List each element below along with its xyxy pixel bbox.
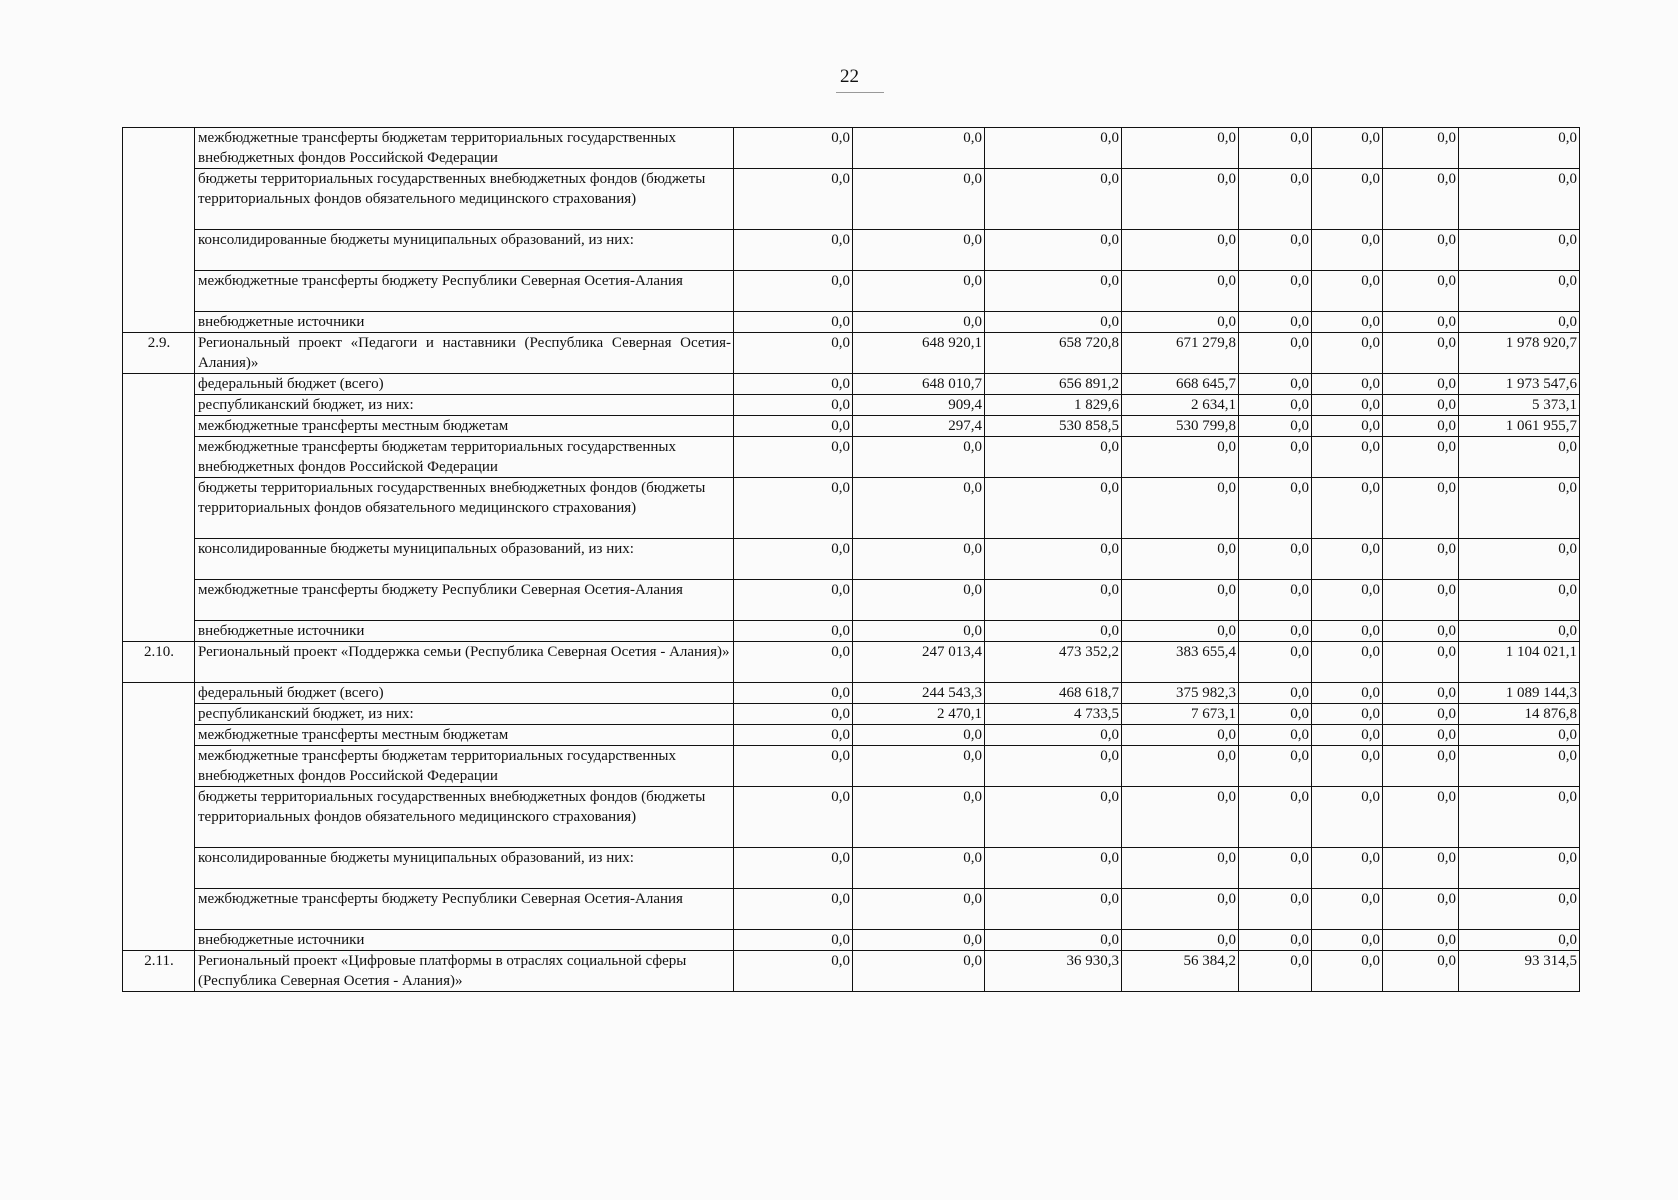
table-row — [123, 169, 1580, 230]
value-cell: 5 373,1 — [1459, 395, 1580, 416]
value-cell: 0,0 — [1239, 539, 1312, 580]
value-cell: 0,0 — [1459, 787, 1580, 848]
value-cell: 0,0 — [1459, 725, 1580, 746]
value-cell: 0,0 — [1383, 746, 1459, 787]
value-cell: 0,0 — [1312, 395, 1383, 416]
row-label: республиканский бюджет, из них: — [195, 704, 734, 725]
value-cell: 0,0 — [1312, 271, 1383, 312]
row-code — [123, 683, 195, 951]
value-cell: 0,0 — [985, 128, 1122, 169]
value-cell: 0,0 — [1239, 271, 1312, 312]
table-row — [123, 230, 1580, 271]
table-row — [123, 312, 1580, 333]
value-cell: 0,0 — [734, 951, 853, 992]
table-row — [123, 128, 1580, 169]
value-cell: 0,0 — [1122, 478, 1239, 539]
value-cell: 530 799,8 — [1122, 416, 1239, 437]
value-cell: 0,0 — [853, 725, 985, 746]
value-cell: 468 618,7 — [985, 683, 1122, 704]
value-cell: 0,0 — [1312, 230, 1383, 271]
value-cell: 0,0 — [734, 746, 853, 787]
value-cell: 0,0 — [853, 746, 985, 787]
value-cell: 0,0 — [734, 374, 853, 395]
row-code: 2.10. — [123, 642, 195, 683]
value-cell: 0,0 — [1459, 271, 1580, 312]
table-row — [123, 437, 1580, 478]
value-cell: 0,0 — [1312, 725, 1383, 746]
value-cell: 36 930,3 — [985, 951, 1122, 992]
table-row — [123, 271, 1580, 312]
value-cell: 0,0 — [1239, 746, 1312, 787]
value-cell: 0,0 — [1459, 478, 1580, 539]
value-cell: 0,0 — [734, 333, 853, 374]
value-cell: 0,0 — [1239, 395, 1312, 416]
row-code: 2.11. — [123, 951, 195, 992]
row-label: Региональный проект «Педагоги и наставники (Республика Северная Осетия-Алания)» — [195, 333, 734, 374]
value-cell: 0,0 — [734, 128, 853, 169]
value-cell: 0,0 — [985, 271, 1122, 312]
value-cell: 0,0 — [1459, 169, 1580, 230]
row-label: Региональный проект «Поддержка семьи (Республика Северная Осетия - Алания)» — [195, 642, 734, 683]
value-cell: 0,0 — [853, 478, 985, 539]
value-cell: 2 634,1 — [1122, 395, 1239, 416]
value-cell: 671 279,8 — [1122, 333, 1239, 374]
value-cell: 0,0 — [985, 478, 1122, 539]
value-cell: 0,0 — [1312, 848, 1383, 889]
value-cell: 1 978 920,7 — [1459, 333, 1580, 374]
table-row — [123, 930, 1580, 951]
page-number: 22 — [840, 66, 859, 87]
table-row — [123, 787, 1580, 848]
value-cell: 909,4 — [853, 395, 985, 416]
row-label: Региональный проект «Цифровые платформы в отраслях социальной сферы (Республика Северная Осетия - Алания)» — [195, 951, 734, 992]
value-cell: 656 891,2 — [985, 374, 1122, 395]
value-cell: 0,0 — [853, 230, 985, 271]
value-cell: 0,0 — [734, 478, 853, 539]
value-cell: 0,0 — [734, 621, 853, 642]
value-cell: 0,0 — [1239, 951, 1312, 992]
value-cell: 0,0 — [1312, 683, 1383, 704]
value-cell: 0,0 — [1383, 704, 1459, 725]
value-cell: 0,0 — [1122, 271, 1239, 312]
value-cell: 297,4 — [853, 416, 985, 437]
row-label: бюджеты территориальных государственных внебюджетных фондов (бюджеты территориальных фондов обязательного медицинского страхования) — [195, 169, 734, 230]
page-number-underline — [836, 92, 884, 93]
value-cell: 0,0 — [1239, 848, 1312, 889]
value-cell: 0,0 — [734, 539, 853, 580]
value-cell: 0,0 — [1312, 580, 1383, 621]
value-cell: 0,0 — [1459, 580, 1580, 621]
value-cell: 0,0 — [1383, 539, 1459, 580]
value-cell: 0,0 — [985, 312, 1122, 333]
value-cell: 0,0 — [1383, 416, 1459, 437]
table-row — [123, 889, 1580, 930]
value-cell: 0,0 — [1312, 889, 1383, 930]
value-cell: 0,0 — [1122, 128, 1239, 169]
table-row — [123, 580, 1580, 621]
value-cell: 0,0 — [1383, 787, 1459, 848]
value-cell: 0,0 — [1239, 437, 1312, 478]
value-cell: 0,0 — [1239, 128, 1312, 169]
value-cell: 648 920,1 — [853, 333, 985, 374]
value-cell: 0,0 — [1312, 642, 1383, 683]
value-cell: 0,0 — [1239, 704, 1312, 725]
value-cell: 247 013,4 — [853, 642, 985, 683]
value-cell: 0,0 — [734, 580, 853, 621]
value-cell: 0,0 — [734, 889, 853, 930]
value-cell: 0,0 — [1383, 333, 1459, 374]
value-cell: 0,0 — [1312, 312, 1383, 333]
table-row — [123, 539, 1580, 580]
value-cell: 0,0 — [1239, 416, 1312, 437]
table-row — [123, 848, 1580, 889]
value-cell: 0,0 — [1383, 725, 1459, 746]
value-cell: 0,0 — [1312, 333, 1383, 374]
table-row — [123, 746, 1580, 787]
row-label: внебюджетные источники — [195, 312, 734, 333]
value-cell: 0,0 — [734, 787, 853, 848]
value-cell: 0,0 — [1383, 621, 1459, 642]
value-cell: 56 384,2 — [1122, 951, 1239, 992]
value-cell: 0,0 — [734, 230, 853, 271]
value-cell: 0,0 — [1312, 787, 1383, 848]
value-cell: 0,0 — [1312, 746, 1383, 787]
value-cell: 383 655,4 — [1122, 642, 1239, 683]
value-cell: 0,0 — [1383, 271, 1459, 312]
value-cell: 0,0 — [1383, 683, 1459, 704]
value-cell: 0,0 — [1459, 230, 1580, 271]
value-cell: 0,0 — [734, 725, 853, 746]
value-cell: 0,0 — [853, 787, 985, 848]
value-cell: 0,0 — [1459, 437, 1580, 478]
value-cell: 1 973 547,6 — [1459, 374, 1580, 395]
value-cell: 0,0 — [1383, 478, 1459, 539]
table-row — [123, 416, 1580, 437]
value-cell: 0,0 — [1383, 374, 1459, 395]
value-cell: 0,0 — [1122, 889, 1239, 930]
value-cell: 0,0 — [853, 848, 985, 889]
row-label: федеральный бюджет (всего) — [195, 374, 734, 395]
value-cell: 0,0 — [985, 848, 1122, 889]
row-label: внебюджетные источники — [195, 930, 734, 951]
value-cell: 0,0 — [985, 580, 1122, 621]
value-cell: 244 543,3 — [853, 683, 985, 704]
value-cell: 0,0 — [1312, 621, 1383, 642]
value-cell: 0,0 — [985, 539, 1122, 580]
value-cell: 0,0 — [1459, 539, 1580, 580]
value-cell: 0,0 — [853, 621, 985, 642]
row-label: межбюджетные трансферты местным бюджетам — [195, 416, 734, 437]
value-cell: 0,0 — [1383, 930, 1459, 951]
value-cell: 0,0 — [1239, 169, 1312, 230]
value-cell: 0,0 — [1459, 930, 1580, 951]
value-cell: 0,0 — [1383, 642, 1459, 683]
value-cell: 0,0 — [985, 787, 1122, 848]
value-cell: 0,0 — [1383, 230, 1459, 271]
value-cell: 0,0 — [853, 437, 985, 478]
row-label: бюджеты территориальных государственных внебюджетных фондов (бюджеты территориальных фондов обязательного медицинского страхования) — [195, 787, 734, 848]
row-label: межбюджетные трансферты бюджету Республики Северная Осетия-Алания — [195, 580, 734, 621]
value-cell: 0,0 — [1459, 889, 1580, 930]
value-cell: 375 982,3 — [1122, 683, 1239, 704]
value-cell: 0,0 — [1312, 704, 1383, 725]
row-label: межбюджетные трансферты бюджетам территориальных государственных внебюджетных фондов Российской Федерации — [195, 746, 734, 787]
row-label: межбюджетные трансферты бюджетам территориальных государственных внебюджетных фондов Российской Федерации — [195, 437, 734, 478]
row-label: межбюджетные трансферты бюджету Республики Северная Осетия-Алания — [195, 271, 734, 312]
value-cell: 0,0 — [1122, 437, 1239, 478]
value-cell: 0,0 — [1383, 437, 1459, 478]
value-cell: 0,0 — [985, 930, 1122, 951]
value-cell: 0,0 — [853, 271, 985, 312]
value-cell: 0,0 — [734, 930, 853, 951]
value-cell: 7 673,1 — [1122, 704, 1239, 725]
table-row — [123, 374, 1580, 395]
budget-table — [122, 127, 1580, 992]
value-cell: 473 352,2 — [985, 642, 1122, 683]
value-cell: 0,0 — [1383, 889, 1459, 930]
value-cell: 0,0 — [853, 930, 985, 951]
value-cell: 0,0 — [1122, 787, 1239, 848]
value-cell: 0,0 — [1122, 539, 1239, 580]
table-row — [123, 621, 1580, 642]
table-row — [123, 683, 1580, 704]
value-cell: 0,0 — [1122, 621, 1239, 642]
table-row — [123, 478, 1580, 539]
value-cell: 0,0 — [734, 271, 853, 312]
value-cell: 0,0 — [1459, 746, 1580, 787]
value-cell: 0,0 — [853, 580, 985, 621]
value-cell: 0,0 — [1239, 478, 1312, 539]
value-cell: 0,0 — [1312, 539, 1383, 580]
value-cell: 0,0 — [1459, 848, 1580, 889]
value-cell: 0,0 — [1239, 374, 1312, 395]
value-cell: 1 104 021,1 — [1459, 642, 1580, 683]
value-cell: 0,0 — [1239, 683, 1312, 704]
value-cell: 0,0 — [1239, 230, 1312, 271]
value-cell: 0,0 — [1312, 128, 1383, 169]
value-cell: 0,0 — [734, 312, 853, 333]
value-cell: 0,0 — [734, 683, 853, 704]
value-cell: 0,0 — [985, 725, 1122, 746]
value-cell: 0,0 — [1122, 725, 1239, 746]
value-cell: 668 645,7 — [1122, 374, 1239, 395]
value-cell: 0,0 — [1383, 169, 1459, 230]
row-label: бюджеты территориальных государственных внебюджетных фондов (бюджеты территориальных фондов обязательного медицинского страхования) — [195, 478, 734, 539]
value-cell: 0,0 — [1122, 312, 1239, 333]
table-row — [123, 333, 1580, 374]
value-cell: 0,0 — [1312, 169, 1383, 230]
value-cell: 0,0 — [1459, 312, 1580, 333]
value-cell: 0,0 — [1383, 312, 1459, 333]
value-cell: 14 876,8 — [1459, 704, 1580, 725]
value-cell: 1 061 955,7 — [1459, 416, 1580, 437]
value-cell: 0,0 — [1122, 230, 1239, 271]
value-cell: 0,0 — [1239, 725, 1312, 746]
row-label: межбюджетные трансферты бюджету Республики Северная Осетия-Алания — [195, 889, 734, 930]
row-label: внебюджетные источники — [195, 621, 734, 642]
row-label: федеральный бюджет (всего) — [195, 683, 734, 704]
value-cell: 0,0 — [734, 848, 853, 889]
value-cell: 0,0 — [734, 437, 853, 478]
value-cell: 0,0 — [1239, 889, 1312, 930]
value-cell: 0,0 — [1459, 128, 1580, 169]
value-cell: 0,0 — [1239, 580, 1312, 621]
value-cell: 0,0 — [1239, 621, 1312, 642]
value-cell: 0,0 — [1383, 395, 1459, 416]
value-cell: 0,0 — [1122, 746, 1239, 787]
table-body — [123, 128, 1580, 992]
value-cell: 0,0 — [1383, 951, 1459, 992]
value-cell: 0,0 — [734, 395, 853, 416]
value-cell: 0,0 — [853, 889, 985, 930]
row-label: межбюджетные трансферты местным бюджетам — [195, 725, 734, 746]
value-cell: 0,0 — [1239, 312, 1312, 333]
row-label: межбюджетные трансферты бюджетам территориальных государственных внебюджетных фондов Российской Федерации — [195, 128, 734, 169]
value-cell: 0,0 — [853, 539, 985, 580]
value-cell: 0,0 — [1383, 128, 1459, 169]
value-cell: 0,0 — [853, 128, 985, 169]
value-cell: 0,0 — [853, 169, 985, 230]
value-cell: 0,0 — [1383, 580, 1459, 621]
value-cell: 0,0 — [1312, 437, 1383, 478]
value-cell: 0,0 — [1239, 642, 1312, 683]
table-row — [123, 642, 1580, 683]
value-cell: 0,0 — [1312, 478, 1383, 539]
row-label: консолидированные бюджеты муниципальных образований, из них: — [195, 539, 734, 580]
value-cell: 4 733,5 — [985, 704, 1122, 725]
value-cell: 0,0 — [985, 437, 1122, 478]
value-cell: 0,0 — [985, 746, 1122, 787]
value-cell: 0,0 — [1239, 333, 1312, 374]
value-cell: 0,0 — [1122, 169, 1239, 230]
row-label: консолидированные бюджеты муниципальных образований, из них: — [195, 848, 734, 889]
value-cell: 0,0 — [985, 621, 1122, 642]
value-cell: 658 720,8 — [985, 333, 1122, 374]
value-cell: 0,0 — [1312, 951, 1383, 992]
row-code: 2.9. — [123, 333, 195, 374]
row-code — [123, 128, 195, 333]
value-cell: 0,0 — [853, 951, 985, 992]
row-label: республиканский бюджет, из них: — [195, 395, 734, 416]
value-cell: 530 858,5 — [985, 416, 1122, 437]
table-row — [123, 395, 1580, 416]
value-cell: 0,0 — [1312, 374, 1383, 395]
value-cell: 0,0 — [1239, 930, 1312, 951]
value-cell: 0,0 — [853, 312, 985, 333]
value-cell: 0,0 — [985, 889, 1122, 930]
value-cell: 93 314,5 — [1459, 951, 1580, 992]
value-cell: 0,0 — [1239, 787, 1312, 848]
value-cell: 0,0 — [985, 230, 1122, 271]
value-cell: 0,0 — [734, 169, 853, 230]
table-row — [123, 725, 1580, 746]
value-cell: 1 829,6 — [985, 395, 1122, 416]
value-cell: 0,0 — [1459, 621, 1580, 642]
value-cell: 2 470,1 — [853, 704, 985, 725]
table-row — [123, 704, 1580, 725]
value-cell: 1 089 144,3 — [1459, 683, 1580, 704]
value-cell: 0,0 — [734, 642, 853, 683]
value-cell: 0,0 — [1383, 848, 1459, 889]
value-cell: 0,0 — [1122, 580, 1239, 621]
value-cell: 648 010,7 — [853, 374, 985, 395]
value-cell: 0,0 — [1122, 930, 1239, 951]
value-cell: 0,0 — [1122, 848, 1239, 889]
row-label: консолидированные бюджеты муниципальных образований, из них: — [195, 230, 734, 271]
value-cell: 0,0 — [1312, 930, 1383, 951]
row-code — [123, 374, 195, 642]
table-row — [123, 951, 1580, 992]
value-cell: 0,0 — [734, 416, 853, 437]
value-cell: 0,0 — [1312, 416, 1383, 437]
value-cell: 0,0 — [985, 169, 1122, 230]
value-cell: 0,0 — [734, 704, 853, 725]
